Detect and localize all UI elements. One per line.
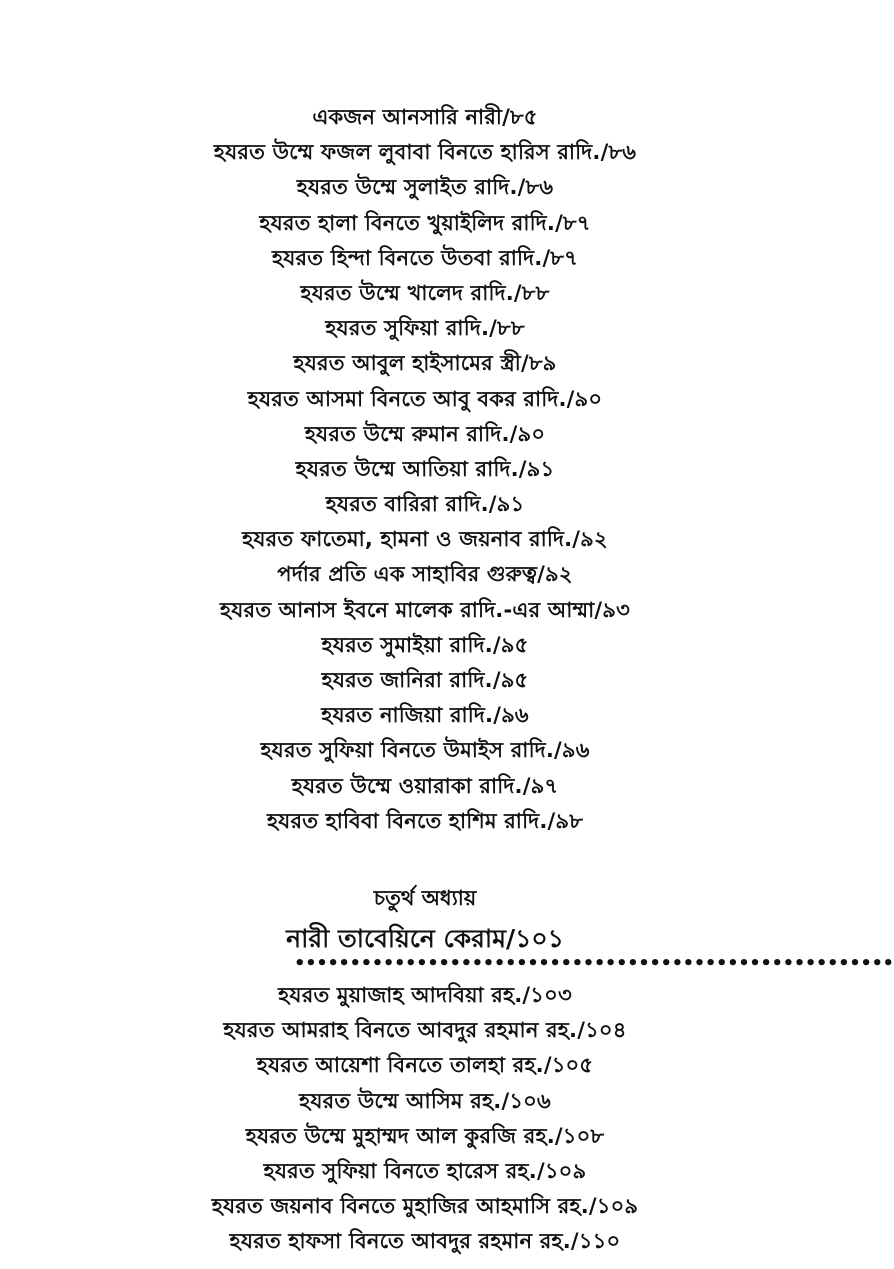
separator-dots: •••••••••••••••••••••••••••••••••••••••••••••••••••••• bbox=[294, 953, 894, 974]
contents-entry: হযরত জানিরা রাদি./৯৫ bbox=[321, 668, 529, 692]
contents-entry: হযরত সুমাইয়া রাদি./৯৫ bbox=[321, 632, 529, 657]
contents-entry: হযরত আয়েশা বিনতে তালহা রহ./১০৫ bbox=[256, 1053, 594, 1078]
contents-entry: হযরত হিন্দা বিনতে উতবা রাদি./৮৭ bbox=[272, 245, 578, 270]
contents-entry: হযরত নাজিয়া রাদি./৯৬ bbox=[321, 703, 529, 728]
contents-entry: হযরত সুফিয়া বিনতে হারেস রহ./১০৯ bbox=[263, 1158, 587, 1183]
contents-entry: পর্দার প্রতি এক সাহাবির গুরুত্ব/৯২ bbox=[277, 562, 573, 587]
contents-entry: হযরত উম্মে ফজল লুবাবা বিনতে হারিস রাদি./৮৬ bbox=[213, 140, 637, 165]
contents-entry: হযরত উম্মে মুহাম্মদ আল কুরজি রহ./১০৮ bbox=[245, 1123, 605, 1148]
contents-entry: হযরত উম্মে আতিয়া রাদি./৯১ bbox=[295, 456, 555, 481]
contents-entry: হযরত উম্মে খালেদ রাদি./৮৮ bbox=[300, 280, 550, 305]
chapter-label: চতুর্থ অধ্যায় bbox=[373, 886, 477, 910]
contents-list-bottom bbox=[0, 978, 850, 1260]
contents-entry: হযরত সুফিয়া বিনতে উমাইস রাদি./৯৬ bbox=[260, 738, 590, 763]
contents-entry: হযরত বারিরা রাদি./৯১ bbox=[325, 492, 525, 517]
contents-entry: হযরত হালা বিনতে খুয়াইলিদ রাদি./৮৭ bbox=[259, 210, 591, 235]
contents-entry: হযরত উম্মে রুমান রাদি./৯০ bbox=[304, 421, 546, 446]
contents-entry: হযরত আমরাহ বিনতে আবদুর রহমান রহ./১০৪ bbox=[223, 1018, 627, 1043]
contents-entry: হযরত আসমা বিনতে আবু বকর রাদি./৯০ bbox=[247, 386, 603, 411]
contents-entry: হযরত হাফসা বিনতে আবদুর রহমান রহ./১১০ bbox=[229, 1229, 621, 1254]
contents-entry: হযরত আনাস ইবনে মালেক রাদি.-এর আম্মা/৯৩ bbox=[220, 597, 630, 622]
contents-entry: হযরত ফাতেমা, হামনা ও জয়নাব রাদি./৯২ bbox=[242, 527, 608, 552]
chapter-title: নারী তাবেয়িনে কেরাম/১০১ bbox=[286, 924, 564, 953]
dotted-separator bbox=[0, 953, 894, 974]
contents-entry: হযরত উম্মে সুলাইত রাদি./৮৬ bbox=[296, 175, 554, 200]
contents-list-top bbox=[0, 100, 850, 839]
contents-entry: হযরত হাবিবা বিনতে হাশিম রাদি./৯৮ bbox=[266, 808, 584, 833]
contents-entry: হযরত জয়নাব বিনতে মুহাজির আহমাসি রহ./১০৯ bbox=[211, 1194, 639, 1219]
contents-entry: হযরত সুফিয়া রাদি./৮৮ bbox=[325, 316, 525, 341]
contents-entry: হযরত উম্মে আসিম রহ./১০৬ bbox=[299, 1088, 551, 1113]
contents-entry: হযরত মুয়াজাহ আদবিয়া রহ./১০৩ bbox=[278, 983, 572, 1007]
contents-entry: হযরত উম্মে ওয়ারাকা রাদি./৯৭ bbox=[291, 773, 559, 798]
contents-entry: একজন আনসারি নারী/৮৫ bbox=[312, 105, 538, 129]
contents-entry: হযরত আবুল হাইসামের স্ত্রী/৮৯ bbox=[293, 351, 557, 376]
